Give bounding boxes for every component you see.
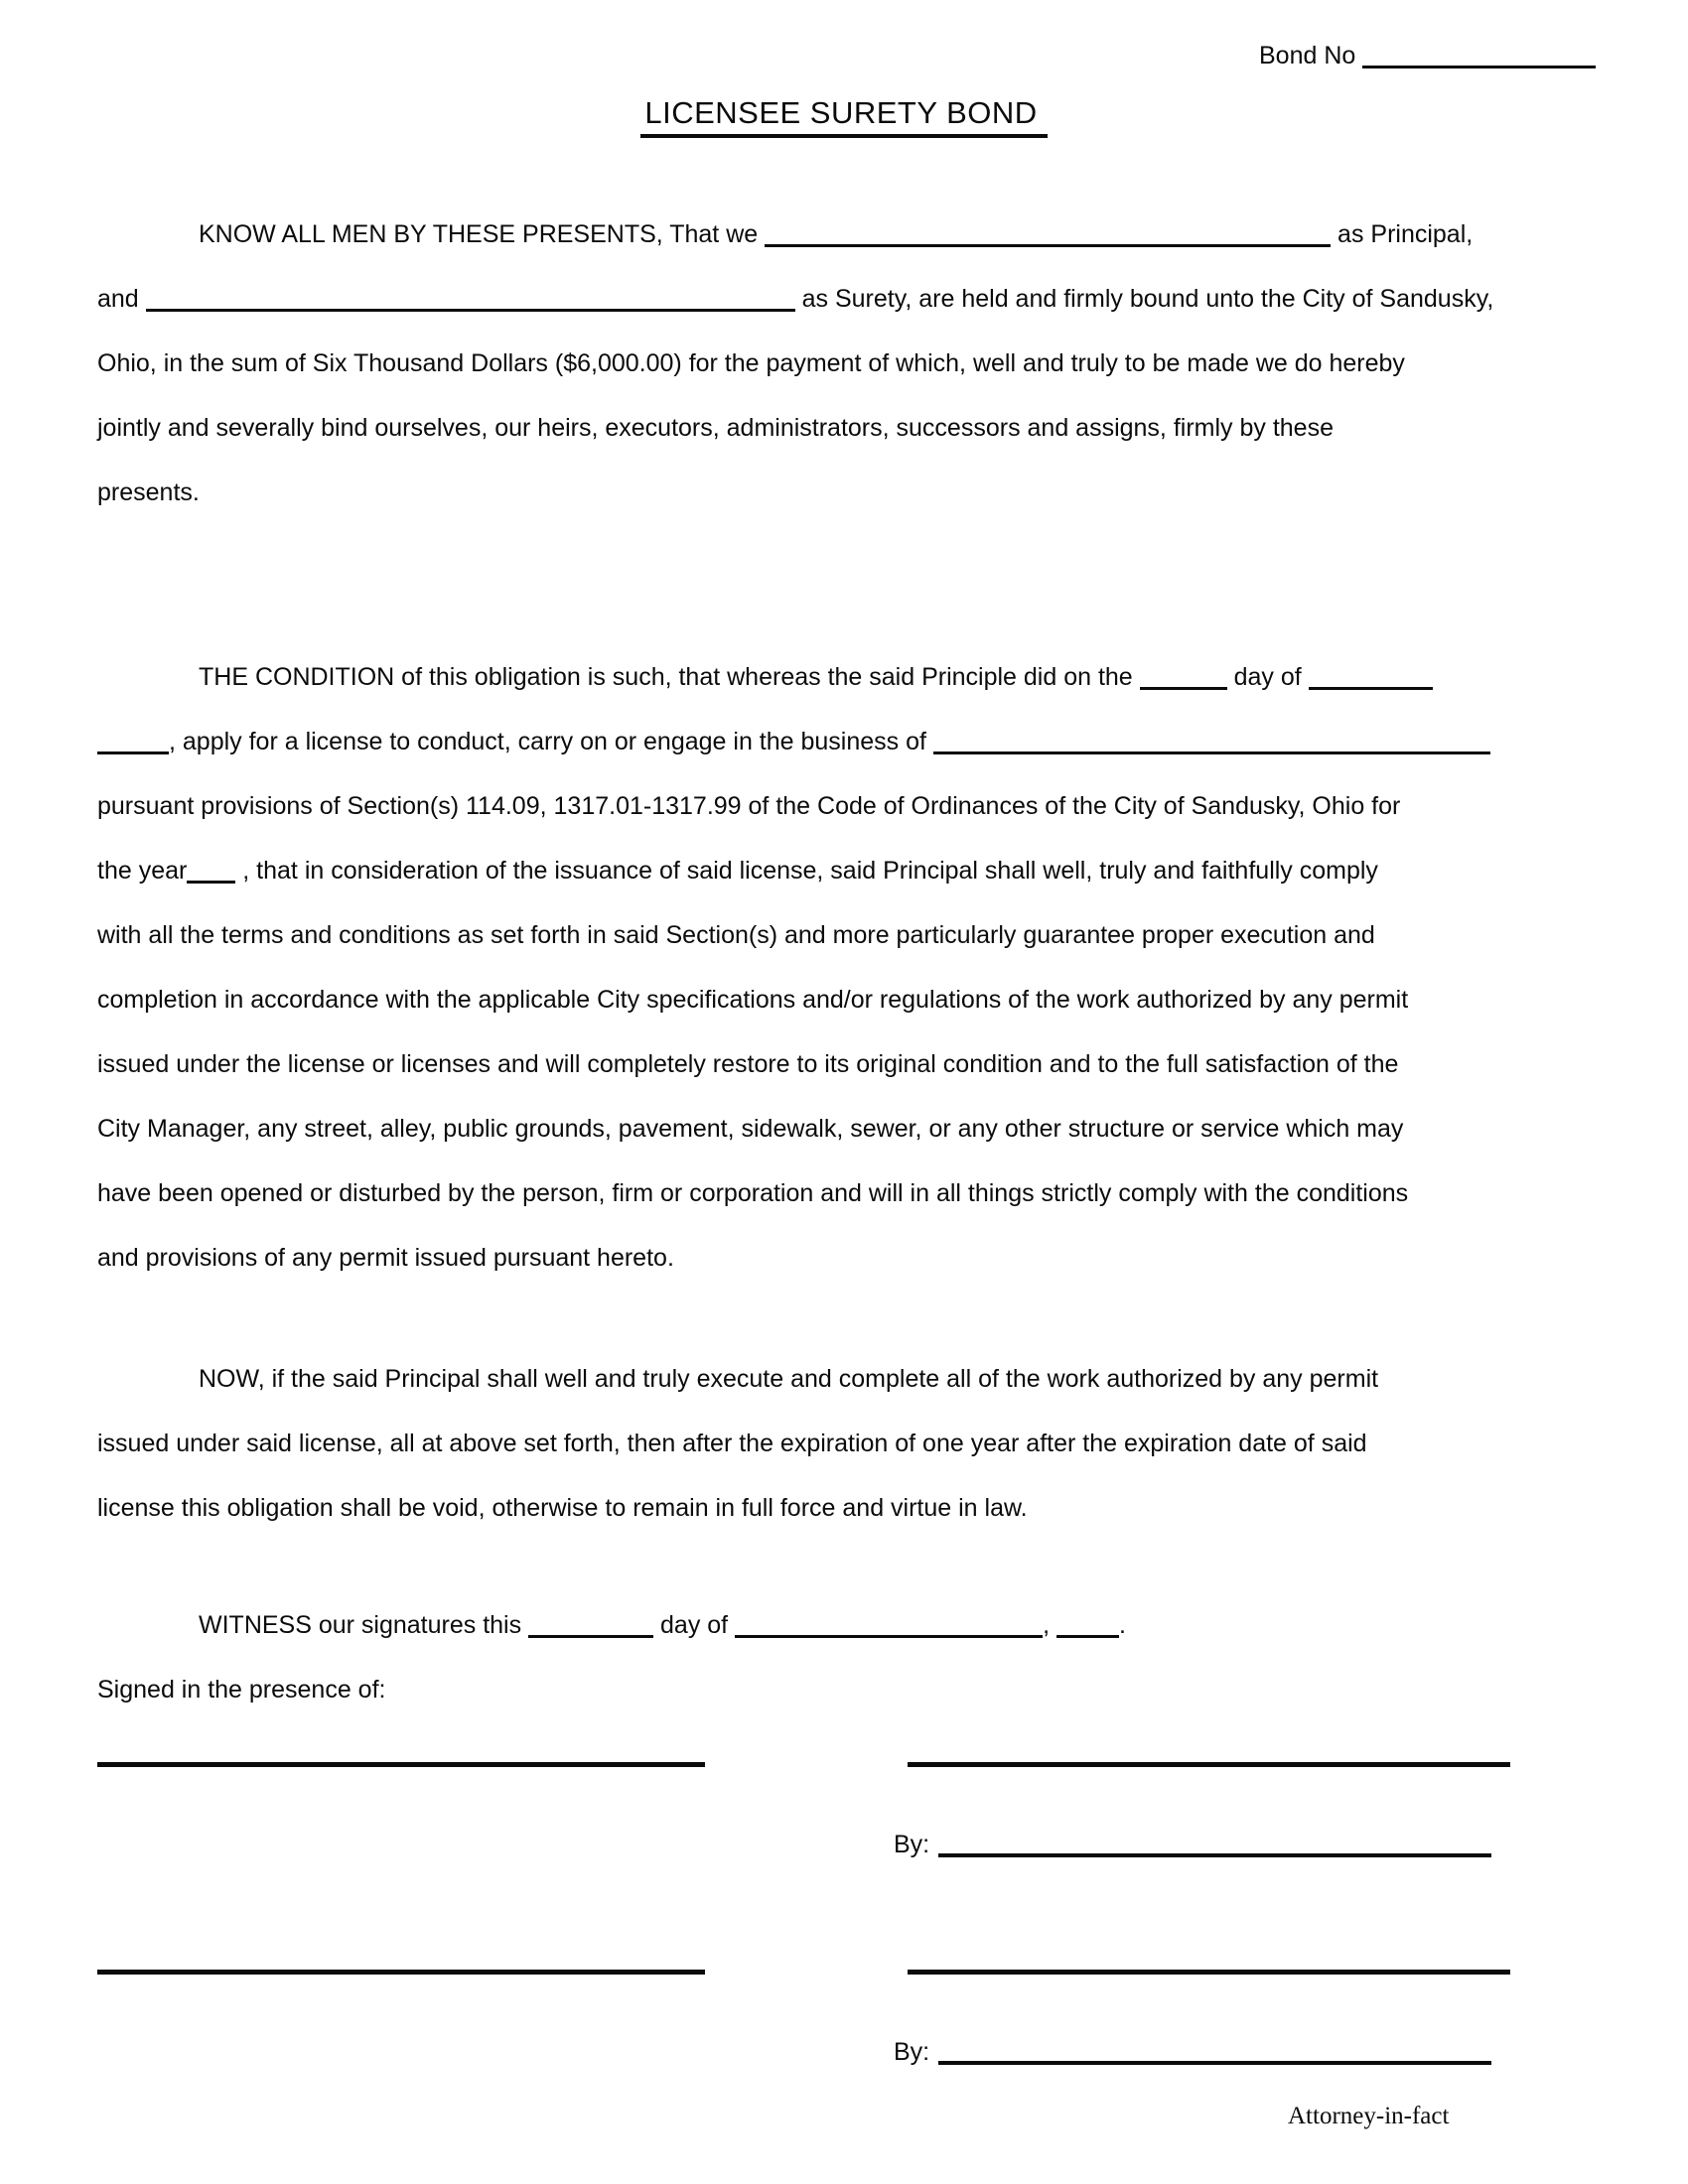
text-run: , <box>1043 1611 1056 1639</box>
form-line <box>97 1347 1378 1412</box>
text-run: with all the terms and conditions as set forth in said Section(s) and more particularly guarantee proper execution and <box>97 921 1375 949</box>
blank-line <box>146 285 795 312</box>
bond-number-blank <box>1362 42 1596 68</box>
text-run: day of <box>653 1611 736 1639</box>
witness-section <box>97 1593 1126 1722</box>
form-line <box>97 1032 1490 1097</box>
blank-line <box>1140 663 1227 690</box>
witness-signature-line-2 <box>97 1970 705 1975</box>
text-run: as Principal, <box>1331 220 1474 248</box>
form-line <box>97 267 1493 332</box>
text-run: , that in consideration of the issuance of said license, said Principal shall well, truly and faithfully comply <box>235 857 1378 885</box>
text-run: have been opened or disturbed by the person, firm or corporation and will in all things strictly comply with the conditions <box>97 1179 1409 1207</box>
form-line <box>97 1658 1126 1722</box>
surety-signature-line <box>908 1970 1510 1975</box>
witness-signature-line-1 <box>97 1762 705 1767</box>
text-run: WITNESS our signatures this <box>199 1611 529 1639</box>
blank-line <box>187 857 235 884</box>
form-line <box>97 1161 1490 1226</box>
form-line <box>97 1593 1126 1658</box>
text-run: day of <box>1226 663 1309 691</box>
blank-line <box>528 1611 653 1638</box>
text-run: . <box>1118 1611 1126 1639</box>
by-blank-principal <box>938 1830 1491 1857</box>
text-run: THE CONDITION of this obligation is such, that whereas the said Principle did on the <box>199 663 1140 691</box>
document-title: LICENSEE SURETY BOND <box>640 95 1047 138</box>
by-label: By: <box>894 2038 930 2066</box>
form-line <box>97 710 1490 774</box>
text-run: , apply for a license to conduct, carry on or engage in the business of <box>169 728 933 755</box>
text-run: as Surety, are held and firmly bound unto the City of Sandusky, <box>794 285 1494 313</box>
form-line <box>97 774 1490 839</box>
text-run: the year <box>97 857 188 885</box>
bond-number-label: Bond No <box>1259 42 1356 69</box>
blank-line <box>97 728 169 754</box>
by-field-principal <box>894 1830 1491 1859</box>
form-line <box>97 1097 1490 1161</box>
principal-signature-line <box>908 1762 1510 1767</box>
text-run: jointly and severally bind ourselves, our heirs, executors, administrators, successors and assigns, firmly by these <box>97 414 1334 442</box>
form-line <box>97 839 1490 903</box>
text-run: and <box>97 285 146 313</box>
form-line <box>97 203 1493 267</box>
now-paragraph <box>97 1347 1378 1541</box>
form-line <box>97 903 1490 968</box>
text-run: completion in accordance with the applicable City specifications and/or regulations of the work authorized by any permit <box>97 986 1409 1014</box>
condition-paragraph <box>97 645 1490 1291</box>
form-line <box>97 332 1493 396</box>
form-line <box>97 461 1493 525</box>
form-line <box>97 645 1490 710</box>
text-run: KNOW ALL MEN BY THESE PRESENTS, That we <box>199 220 766 248</box>
text-run: issued under said license, all at above set forth, then after the expiration of one year after the expiration date of said <box>97 1430 1367 1457</box>
text-run: presents. <box>97 478 200 506</box>
opening-paragraph <box>97 203 1493 525</box>
by-blank-surety <box>938 2037 1491 2065</box>
text-run: license this obligation shall be void, otherwise to remain in full force and virtue in law. <box>97 1494 1028 1522</box>
text-run: Signed in the presence of: <box>97 1676 386 1704</box>
by-field-surety <box>894 2037 1491 2067</box>
form-line <box>97 1476 1378 1541</box>
blank-line <box>933 728 1490 754</box>
form-line <box>97 1226 1490 1291</box>
attorney-in-fact-label: Attorney-in-fact <box>1288 2103 1450 2129</box>
text-run: pursuant provisions of Section(s) 114.09, 1317.01-1317.99 of the Code of Ordinances of the City of Sandusky, Ohio for <box>97 792 1401 820</box>
blank-line <box>765 220 1331 247</box>
blank-line <box>1056 1611 1119 1638</box>
form-line <box>97 968 1490 1032</box>
blank-line <box>1309 663 1433 690</box>
document-title-wrap <box>0 95 1688 138</box>
text-run: Ohio, in the sum of Six Thousand Dollars ($6,000.00) for the payment of which, well and truly to be made we do hereby <box>97 349 1405 377</box>
text-run: and provisions of any permit issued pursuant hereto. <box>97 1244 674 1272</box>
blank-line <box>735 1611 1043 1638</box>
form-line <box>97 396 1493 461</box>
bond-number-field <box>1259 42 1596 70</box>
text-run: issued under the license or licenses and will completely restore to its original condition and to the full satisfaction of the <box>97 1050 1399 1078</box>
text-run: City Manager, any street, alley, public grounds, pavement, sidewalk, sewer, or any other structure or service which may <box>97 1115 1404 1143</box>
form-line <box>97 1412 1378 1476</box>
text-run: NOW, if the said Principal shall well and truly execute and complete all of the work authorized by any permit <box>199 1365 1379 1393</box>
by-label: By: <box>894 1831 930 1858</box>
